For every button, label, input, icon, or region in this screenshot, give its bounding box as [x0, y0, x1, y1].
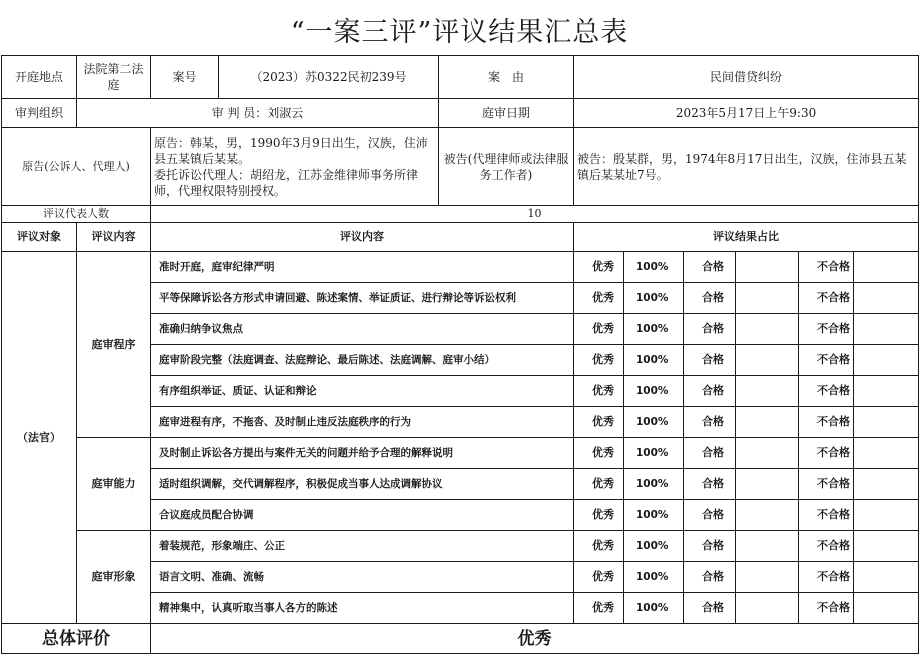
rating-excellent-label: 优秀 [574, 500, 624, 531]
criterion-text: 着装规范，形象端庄、公正 [151, 531, 574, 562]
rating-pass-label: 合格 [684, 252, 736, 283]
plaintiff-cell [151, 128, 439, 206]
defendant-label: 被告(代理律师或法律服务工作者) [439, 128, 574, 206]
rating-fail-pct [854, 407, 919, 438]
group-name: 庭审形象 [77, 531, 151, 624]
rating-fail-pct [854, 314, 919, 345]
rating-excellent-pct: 100% [624, 531, 684, 562]
rating-excellent-pct: 100% [624, 500, 684, 531]
rating-fail-pct [854, 562, 919, 593]
rating-excellent-pct: 100% [624, 438, 684, 469]
rating-excellent-label: 优秀 [574, 531, 624, 562]
rating-pass-pct [736, 562, 799, 593]
rating-fail-label: 不合格 [799, 376, 854, 407]
judge-value: 审 判 员：刘淑云 [77, 99, 439, 128]
rating-pass-pct [736, 376, 799, 407]
rating-pass-pct [736, 531, 799, 562]
page-title: “一案三评”评议结果汇总表 [290, 17, 629, 48]
criterion-text: 庭审阶段完整（法庭调查、法庭辩论、最后陈述、法庭调解、庭审小结） [151, 345, 574, 376]
table-row [2, 531, 919, 562]
header-object: 评议对象 [2, 223, 77, 252]
overall-row [2, 624, 919, 654]
rating-excellent-pct: 100% [624, 562, 684, 593]
rating-fail-pct [854, 593, 919, 624]
rating-fail-label: 不合格 [799, 345, 854, 376]
rating-excellent-label: 优秀 [574, 562, 624, 593]
rating-pass-label: 合格 [684, 283, 736, 314]
rating-excellent-pct: 100% [624, 469, 684, 500]
rating-excellent-label: 优秀 [574, 345, 624, 376]
date-label: 庭审日期 [439, 99, 574, 128]
plaintiff-label: 原告(公诉人、代理人) [2, 128, 151, 206]
info-row-venue [2, 56, 919, 99]
rating-fail-label: 不合格 [799, 469, 854, 500]
criterion-text: 适时组织调解，交代调解程序，积极促成当事人达成调解协议 [151, 469, 574, 500]
rating-excellent-pct: 100% [624, 376, 684, 407]
rating-pass-pct [736, 500, 799, 531]
org-label: 审判组织 [2, 99, 77, 128]
criterion-text: 准确归纳争议焦点 [151, 314, 574, 345]
header-row [2, 223, 919, 252]
info-row-judge [2, 99, 919, 128]
reps-value: 10 [151, 206, 919, 223]
rating-pass-label: 合格 [684, 407, 736, 438]
rating-excellent-pct: 100% [624, 252, 684, 283]
rating-pass-pct [736, 283, 799, 314]
venue-value: 法院第二法庭 [77, 56, 151, 99]
rating-fail-label: 不合格 [799, 252, 854, 283]
info-row-reps [2, 206, 919, 223]
header-result: 评议结果占比 [574, 223, 919, 252]
criterion-text: 合议庭成员配合协调 [151, 500, 574, 531]
case-type-value: 民间借贷纠纷 [574, 56, 919, 99]
venue-label: 开庭地点 [2, 56, 77, 99]
rating-pass-pct [736, 407, 799, 438]
rating-pass-label: 合格 [684, 376, 736, 407]
agent-value: 委托诉讼代理人：胡绍龙，江苏金维律师事务所律师，代理权限特别授权。 [154, 167, 419, 198]
rating-fail-pct [854, 252, 919, 283]
rating-excellent-pct: 100% [624, 345, 684, 376]
rating-fail-pct [854, 531, 919, 562]
reps-label: 评议代表人数 [2, 206, 151, 223]
group-name: 庭审程序 [77, 252, 151, 438]
criterion-text: 语言文明、准确、流畅 [151, 562, 574, 593]
rating-pass-label: 合格 [684, 438, 736, 469]
rating-fail-label: 不合格 [799, 531, 854, 562]
criterion-text: 平等保障诉讼各方形式申请回避、陈述案情、举证质证、进行辩论等诉讼权利 [151, 283, 574, 314]
rating-pass-label: 合格 [684, 593, 736, 624]
rating-fail-pct [854, 345, 919, 376]
rating-pass-pct [736, 345, 799, 376]
rating-excellent-pct: 100% [624, 314, 684, 345]
rating-excellent-label: 优秀 [574, 593, 624, 624]
criterion-text: 准时开庭，庭审纪律严明 [151, 252, 574, 283]
rating-fail-label: 不合格 [799, 314, 854, 345]
rating-pass-label: 合格 [684, 531, 736, 562]
rating-excellent-label: 优秀 [574, 469, 624, 500]
case-type-label: 案 由 [439, 56, 574, 99]
table-row [2, 438, 919, 469]
rating-fail-pct [854, 283, 919, 314]
case-no-label: 案号 [151, 56, 219, 99]
plaintiff-value: 原告：韩某，男，1990年3月9日出生，汉族，住沛县五某镇后某某。 [154, 135, 428, 166]
rating-pass-pct [736, 252, 799, 283]
rating-fail-label: 不合格 [799, 407, 854, 438]
rating-fail-pct [854, 438, 919, 469]
rating-fail-pct [854, 469, 919, 500]
result-table [1, 55, 919, 654]
rating-excellent-label: 优秀 [574, 438, 624, 469]
rating-pass-label: 合格 [684, 562, 736, 593]
rating-pass-label: 合格 [684, 314, 736, 345]
criterion-text: 有序组织举证、质证、认证和辩论 [151, 376, 574, 407]
rating-fail-label: 不合格 [799, 593, 854, 624]
rating-fail-label: 不合格 [799, 283, 854, 314]
rating-excellent-label: 优秀 [574, 252, 624, 283]
rating-excellent-label: 优秀 [574, 283, 624, 314]
rating-pass-label: 合格 [684, 469, 736, 500]
group-name: 庭审能力 [77, 438, 151, 531]
object-value: （法官） [2, 252, 77, 624]
rating-excellent-pct: 100% [624, 407, 684, 438]
date-value: 2023年5月17日上午9:30 [574, 99, 919, 128]
rating-pass-pct [736, 438, 799, 469]
rating-pass-pct [736, 469, 799, 500]
case-no-value: （2023）苏0322民初239号 [219, 56, 439, 99]
defendant-value: 被告：殷某群，男，1974年8月17日出生，汉族，住沛县五某镇后某某址7号。 [574, 128, 919, 206]
rating-fail-label: 不合格 [799, 562, 854, 593]
header-content: 评议内容 [151, 223, 574, 252]
rating-excellent-label: 优秀 [574, 314, 624, 345]
rating-pass-label: 合格 [684, 500, 736, 531]
rating-excellent-label: 优秀 [574, 407, 624, 438]
rating-fail-pct [854, 500, 919, 531]
criterion-text: 庭审进程有序，不拖沓、及时制止违反法庭秩序的行为 [151, 407, 574, 438]
rating-pass-pct [736, 593, 799, 624]
criterion-text: 精神集中，认真听取当事人各方的陈述 [151, 593, 574, 624]
info-row-parties [2, 128, 919, 206]
header-content-col: 评议内容 [77, 223, 151, 252]
rating-pass-label: 合格 [684, 345, 736, 376]
rating-excellent-label: 优秀 [574, 376, 624, 407]
overall-value: 优秀 [151, 624, 919, 654]
table-row [2, 252, 919, 283]
criterion-text: 及时制止诉讼各方提出与案件无关的问题并给予合理的解释说明 [151, 438, 574, 469]
rating-fail-label: 不合格 [799, 438, 854, 469]
rating-fail-pct [854, 376, 919, 407]
rating-excellent-pct: 100% [624, 593, 684, 624]
rating-excellent-pct: 100% [624, 283, 684, 314]
rating-fail-label: 不合格 [799, 500, 854, 531]
rating-pass-pct [736, 314, 799, 345]
overall-label: 总体评价 [2, 624, 151, 654]
